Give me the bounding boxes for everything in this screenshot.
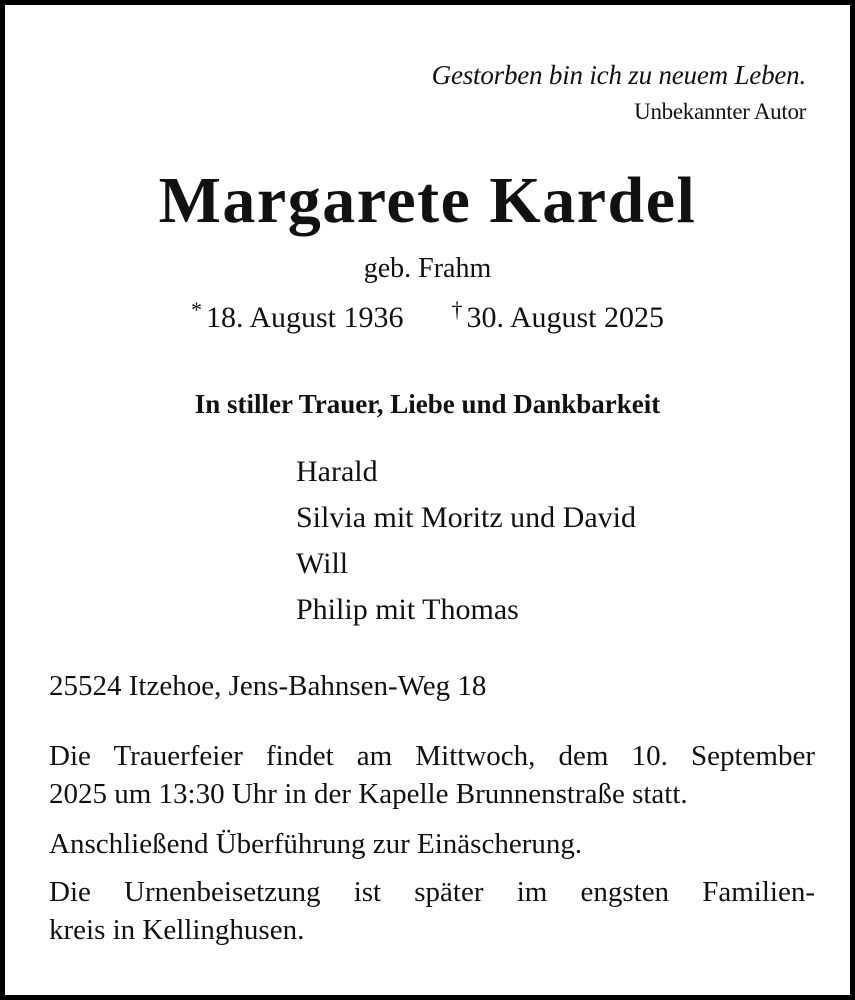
motto-quote: Gestorben bin ich zu neuem Leben.	[431, 60, 806, 90]
mourners-list	[296, 449, 636, 633]
life-dates	[5, 297, 850, 335]
funeral-line: Die Trauerfeier findet am Mittwoch, dem 10. September	[49, 740, 815, 772]
death-cross-icon: †	[451, 297, 463, 322]
family-address: 25524 Itzehoe, Jens-Bahnsen-Weg 18	[49, 670, 487, 702]
funeral-line: 2025 um 13:30 Uhr in der Kapelle Brunnenstraße statt.	[49, 778, 688, 810]
burial-info	[49, 873, 815, 949]
burial-line: kreis in Kellinghusen.	[49, 914, 305, 946]
mourner: Will	[296, 547, 349, 580]
funeral-service-info	[49, 737, 815, 813]
birth-star-icon: *	[190, 297, 202, 322]
mourner: Silvia mit Moritz und David	[296, 501, 636, 534]
motto-author: Unbekannter Autor	[634, 99, 806, 124]
maiden-name: geb. Frahm	[363, 253, 492, 284]
transfer-info: Anschließend Überführung zur Einäscherung.	[49, 828, 583, 860]
mourner: Philip mit Thomas	[296, 593, 519, 626]
death-date: 30. August 2025	[466, 301, 665, 334]
mourner: Harald	[296, 455, 378, 488]
burial-line: Die Urnenbeisetzung ist später im engsten Familien-	[49, 876, 815, 908]
deceased-name: Margarete Kardel	[158, 164, 697, 237]
birth-date: 18. August 1936	[205, 301, 404, 334]
mourning-line: In stiller Trauer, Liebe und Dankbarkeit	[194, 389, 661, 419]
